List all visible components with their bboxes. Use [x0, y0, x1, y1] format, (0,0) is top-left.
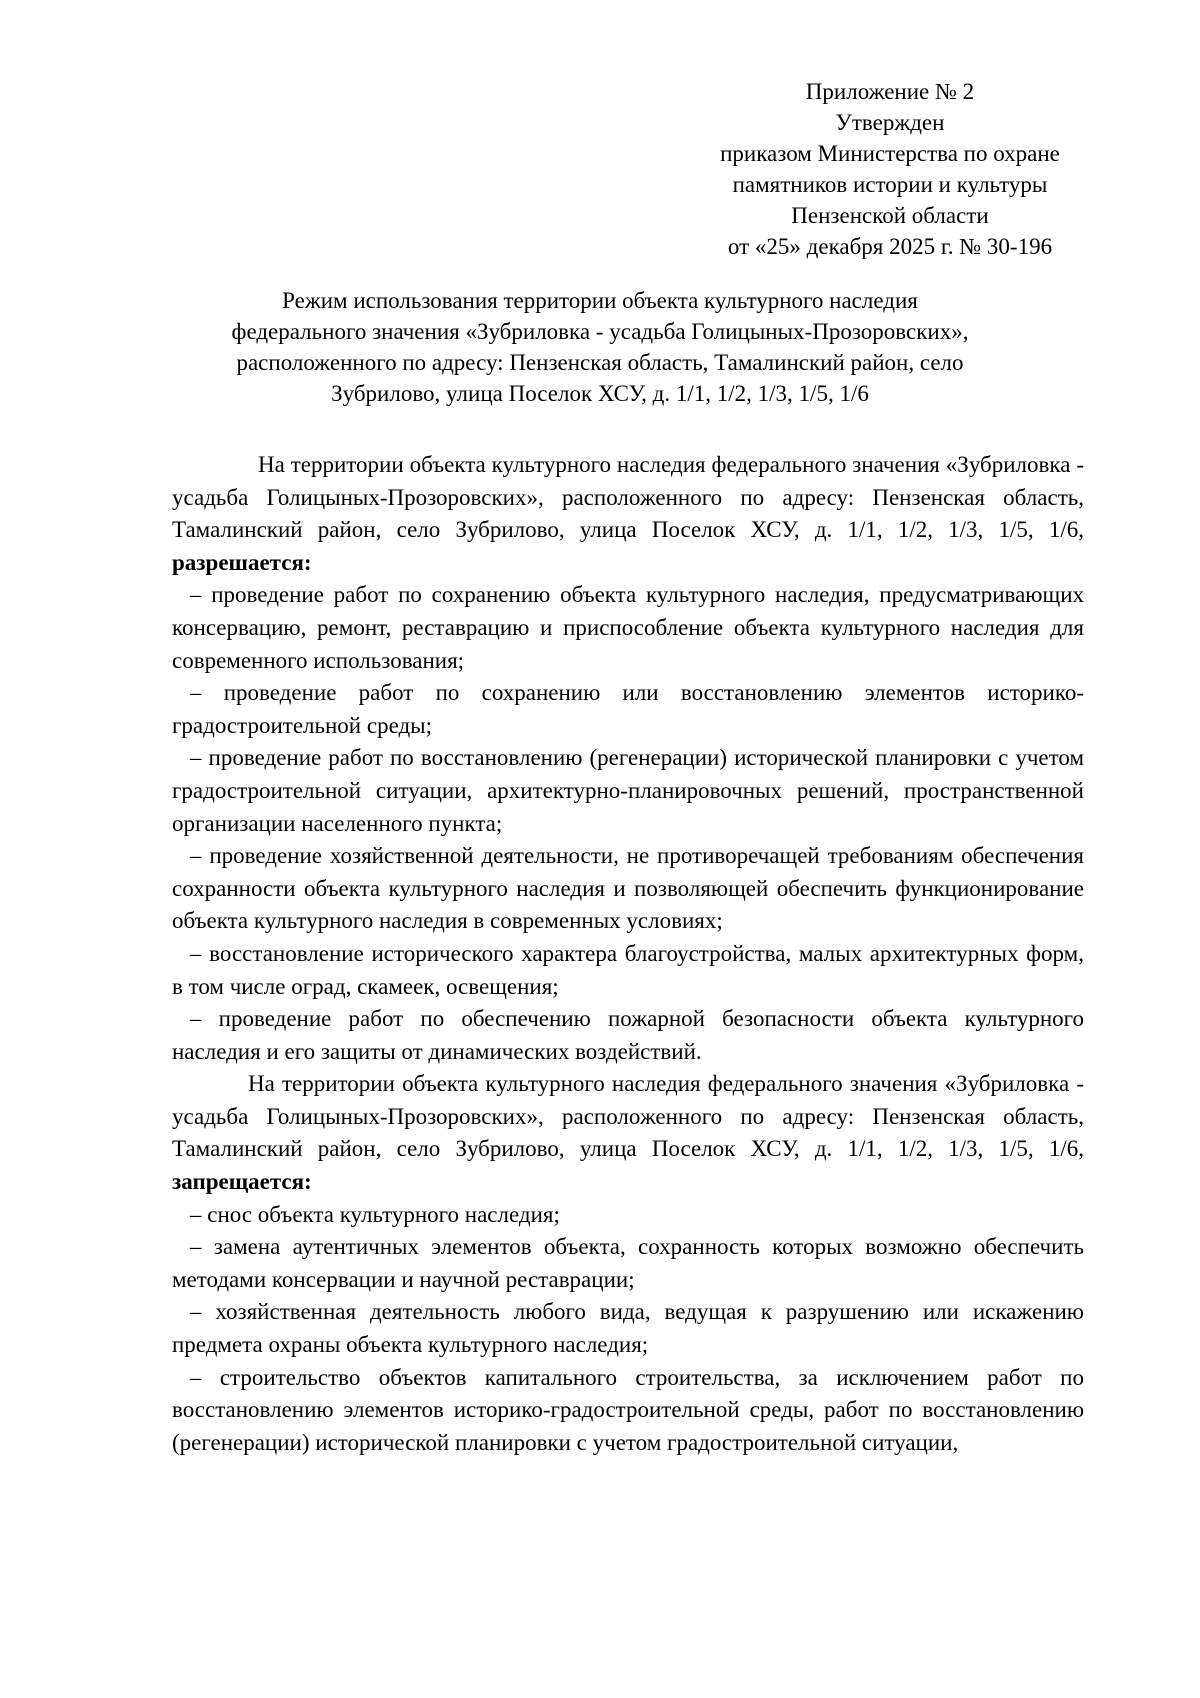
forbidden-intro-paragraph: [172, 1068, 1084, 1198]
document-body: [172, 449, 1084, 1459]
allowed-intro-paragraph: [172, 449, 1084, 579]
forbidden-keyword: запрещается:: [172, 1169, 312, 1195]
title-line: Зубрилово, улица Поселок ХСУ, д. 1/1, 1/2, 1/3, 1/5, 1/6: [331, 381, 869, 406]
approved-label: Утвержден: [835, 110, 945, 135]
title-line: федерального значения «Зубриловка - усадьба Голицыных-Прозоровских»,: [231, 319, 969, 344]
allowed-item: – восстановление исторического характера благоустройства, малых архитектурных форм, в том числе оград, скамеек, освещения;: [172, 940, 1084, 999]
title-line: Режим использования территории объекта культурного наследия: [282, 288, 918, 313]
allowed-item: – проведение работ по сохранению объекта культурного наследия, предусматривающих консервацию, ремонт, реставрацию и приспособление объекта культурного наследия для современного использования;: [172, 582, 1084, 673]
forbidden-item: – замена аутентичных элементов объекта, сохранность которых возможно обеспечить методами консервации и научной реставрации;: [172, 1234, 1084, 1292]
allowed-item: – проведение хозяйственной деятельности, не противоречащей требованиям обеспечения сохранности объекта культурного наследия и позволяющей обеспечить функционирование объекта культурного наследия в современных условиях;: [172, 843, 1084, 934]
forbidden-intro-text: На территории объекта культурного наследия федерального значения «Зубриловка - усадьба Голицыных-Прозоровских», расположенного по адресу: Пензенская область, Тамалинский район, село Зубрилово, улица Поселок ХСУ, д. 1/1, 1/2, 1/3, 1/5, 1/6,: [172, 1071, 1084, 1162]
approval-block: [690, 76, 1090, 262]
appendix-number: Приложение № 2: [805, 79, 975, 104]
allowed-keyword: разрешается:: [172, 549, 312, 575]
approval-ministry-line: памятников истории и культуры: [732, 172, 1048, 197]
forbidden-item: – снос объекта культурного наследия;: [190, 1201, 560, 1227]
forbidden-item: – хозяйственная деятельность любого вида, ведущая к разрушению или искажению предмета охраны объекта культурного наследия;: [172, 1299, 1084, 1358]
approval-date-line: от «25» декабря 2025 г. № 30-196: [727, 234, 1053, 259]
title-line: расположенного по адресу: Пензенская область, Тамалинский район, село: [236, 350, 964, 375]
allowed-item: – проведение работ по обеспечению пожарной безопасности объекта культурного наследия и его защиты от динамических воздействий.: [172, 1006, 1084, 1064]
allowed-item: – проведение работ по восстановлению (регенерации) исторической планировки с учетом градостроительной ситуации, архитектурно-планировочных решений, пространственной организации населенного пункта;: [172, 745, 1084, 836]
document-title: [150, 285, 1050, 409]
allowed-intro-text: На территории объекта культурного наследия федерального значения «Зубриловка - усадьба Голицыных-Прозоровских», расположенного по адресу: Пензенская область, Тамалинский район, село Зубрилово, улица Поселок ХСУ, д. 1/1, 1/2, 1/3, 1/5, 1/6,: [172, 452, 1084, 543]
approval-region-line: Пензенской области: [791, 203, 989, 228]
allowed-item: – проведение работ по сохранению или восстановлению элементов историко-градостроительной среды;: [172, 680, 1084, 738]
approval-order-line: приказом Министерства по охране: [720, 141, 1060, 166]
forbidden-item: – строительство объектов капитального строительства, за исключением работ по восстановлению элементов историко-градостроительной среды, работ по восстановлению (регенерации) исторической планировки с учетом градостроительной ситуации,: [172, 1364, 1084, 1455]
